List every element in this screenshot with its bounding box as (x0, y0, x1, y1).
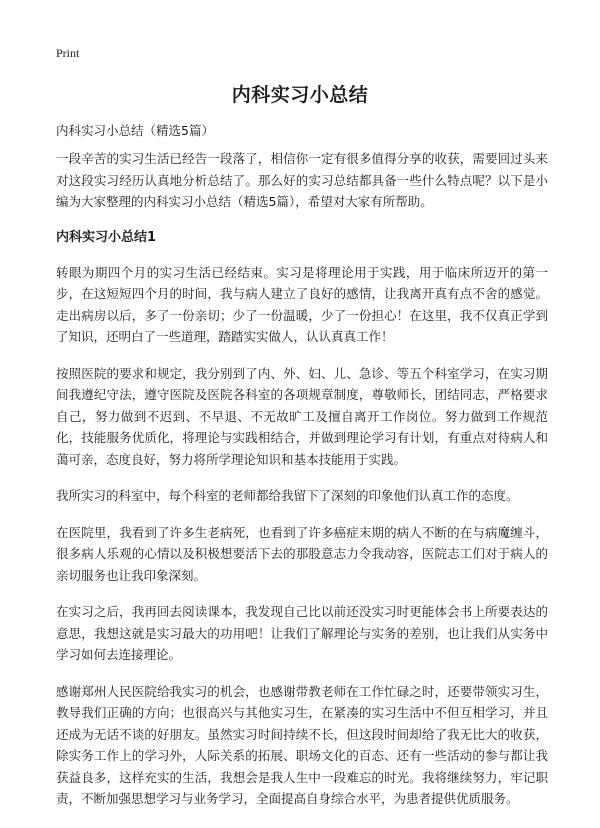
article-body (56, 148, 548, 825)
body-paragraph: 转眼为期四个月的实习生活已经结束。实习是将理论用于实践，用于临床所迈开的第一步，在这短短四个月的时间，我与病人建立了良好的感情，让我离开真有点不舍的感觉。走出病房以后，多了一份亲切；少了一份温暖，少了一份担心！在这里，我不仅真正学到了知识，还明白了一些道理，踏踏实实做人，认认真真工作！ (56, 264, 548, 344)
body-paragraph: 按照医院的要求和规定，我分别到了内、外、妇、儿、急诊、等五个科室学习，在实习期间我遵纪守法，遵守医院及医院各科室的各项规章制度，尊敬师长，团结同志，严格要求自己，努力做到不迟到、不早退、不无故旷工及擅自离开工作岗位。努力做到工作规范化，技能服务优质化，将理论与实践相结合，并做到理论学习有计划，有重点对待病人和蔼可亲，态度良好，努力将所学理论知识和基本技能用于实践。 (56, 365, 548, 467)
section-heading: 内科实习小总结1 (56, 229, 157, 245)
article-subtitle: 内科实习小总结（精选5篇） (56, 123, 214, 138)
intro-paragraph: 一段辛苦的实习生活已经告一段落了，相信你一定有很多值得分享的收获，需要回过头来对这段实习经历认真地分析总结了。那么好的实习总结都具备一些什么特点呢？以下是小编为大家整理的内科实习小总结（精选5篇），希望对大家有所帮助。 (56, 151, 548, 209)
body-paragraph: 在医院里，我看到了许多生老病死，也看到了许多癌症末期的病人不断的在与病魔缠斗，很多病人乐观的心情以及积极想要活下去的那股意志力令我动容，医院志工们对于病人的亲切服务也让我印象深刻。 (56, 524, 548, 583)
body-paragraph: 感谢郑州人民医院给我实习的机会，也感谢带教老师在工作忙碌之时，还要带领实习生，教导我们正确的方向；也很高兴与其他实习生，在紧凑的实习生活中不但互相学习，并且还成为无话不谈的好朋友。虽然实习时间持续不长，但这段时间却给了我无比大的收获，除实务工作上的学习外，人际关系的拓展、职场文化的百态、还有一些活动的参与都让我获益良多，这样充实的生活，我想会是我人生中一段难忘的时光。我将继续努力，牢记职责，不断加强思想学习与业务学习，全面提高自身综合水平，为患者提供优质服务。 (56, 683, 548, 806)
page-title: 内科实习小总结 (231, 84, 369, 106)
body-paragraph: 我所实习的科室中，每个科室的老师都给我留下了深刻的印象他们认真工作的态度。 (56, 488, 519, 503)
body-paragraph: 在实习之后，我再回去阅读课本，我发现自己比以前还没实习时更能体会书上所要表达的意思，我想这就是实习最大的功用吧！让我们了解理论与实务的差别，也让我们从实务中学习如何去连接理论。 (56, 604, 548, 662)
print-link[interactable]: Print (56, 46, 80, 60)
